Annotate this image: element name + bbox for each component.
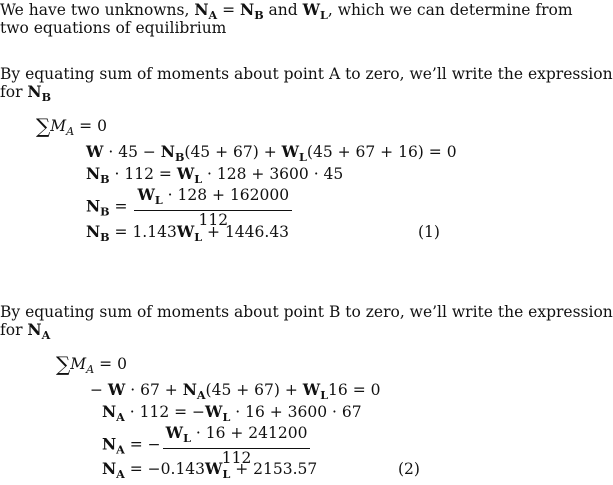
subscript-l: L [320,388,329,402]
equation-text: · 112 = − [124,403,206,421]
symbol-n: N [182,380,197,399]
subscript-b: B [174,150,185,164]
equation-text: · 45 − [103,143,161,161]
subscript-b: B [100,230,110,244]
section-b-line-1: By equating sum of moments about point B to zero, we’ll write the expression [0,303,613,321]
section-a-text: for [0,83,28,101]
subscript-l: L [194,230,203,244]
intro-line-2: two equations of equilibrium [0,19,227,37]
subscript-l: L [194,172,203,186]
subscript-b: B [254,8,264,22]
subscript-l: L [183,431,191,445]
symbol-w: W [281,142,300,161]
fraction-numerator [163,424,311,449]
symbol-n: N [86,222,101,241]
intro-text: We have two unknowns, [0,1,195,19]
equation-text: · 128 + 3600 · 45 [202,165,344,183]
section-a-line-2 [0,82,51,108]
symbol-n: N [194,0,209,19]
fraction-denominator: 112 [198,210,229,229]
subscript-a: A [196,388,206,402]
intro-text: , which we can determine from [327,1,573,19]
equation-tag-1: (1) [418,223,440,241]
subscript-b: B [100,172,110,186]
subscript-a: A [41,328,51,342]
symbol-w: W [176,222,195,241]
symbol-w: W [176,164,195,183]
symbol-n: N [102,434,117,454]
fraction-numerator [134,186,292,211]
equation-text: · 112 = [109,165,177,183]
equation-text: (45 + 67 + 16) = 0 [306,143,457,161]
symbol-n: N [86,164,101,183]
subscript-l: L [222,467,231,481]
symbol-n: N [27,82,42,101]
equation-text: · 16 + 241200 [190,424,308,442]
equation-text: (45 + 67) + [205,381,303,399]
symbol-m: M [50,117,67,135]
equation-a-4 [86,222,289,248]
symbol-n: N [27,320,42,339]
sigma-symbol: ∑ [56,352,71,376]
equation-b-4 [102,459,317,485]
equation-text: = − [124,435,161,454]
equation-text: = 0 [99,355,127,373]
equation-text: 16 = 0 [328,381,381,399]
equation-text: · 67 + [125,381,183,399]
equation-a-sum [36,116,107,142]
subscript-l: L [299,150,307,164]
symbol-w: W [205,459,223,478]
subscript-a: A [116,443,125,457]
intro-text: and [263,1,303,19]
symbol-w: W [302,380,321,399]
equation-text: = 1.143 [109,223,177,241]
symbol-w: W [107,380,126,399]
fraction-denominator: 112 [221,448,252,467]
subscript-a: A [208,8,218,22]
subscript-b: B [100,205,110,219]
equation-b-sum [56,354,127,380]
equation-text: + 1446.43 [202,223,290,241]
equals-sign: = [217,1,241,19]
equation-text: = 0 [79,117,107,135]
symbol-w: W [165,423,184,442]
equation-text: = −0.143 [124,460,206,478]
subscript-a: A [116,410,125,424]
symbol-n: N [86,196,101,216]
equation-text: · 16 + 3600 · 67 [230,403,362,421]
equation-text: = [109,197,133,216]
subscript-b: B [41,90,52,104]
section-b-text: for [0,321,28,339]
equation-text: − [90,381,108,399]
symbol-m: M [70,355,87,373]
symbol-n: N [160,142,175,161]
sigma-symbol: ∑ [36,114,51,138]
subscript-l: L [222,410,231,424]
equation-text: · 128 + 162000 [162,186,290,204]
subscript-a: A [86,362,95,376]
section-b-line-2 [0,320,50,346]
equation-tag-2: (2) [398,460,420,478]
symbol-w: W [302,0,321,19]
symbol-n: N [240,0,255,19]
equation-text: + 2153.57 [230,460,318,478]
subscript-a: A [66,124,75,138]
symbol-n: N [102,459,117,478]
symbol-w: W [205,402,223,421]
subscript-l: L [154,193,163,207]
subscript-a: A [116,467,125,481]
subscript-l: L [320,8,328,22]
symbol-w: W [137,185,155,204]
symbol-n: N [102,402,117,421]
symbol-w: W [86,142,104,161]
equation-text: (45 + 67) + [184,143,282,161]
section-a-line-1: By equating sum of moments about point A to zero, we’ll write the expression [0,65,613,83]
